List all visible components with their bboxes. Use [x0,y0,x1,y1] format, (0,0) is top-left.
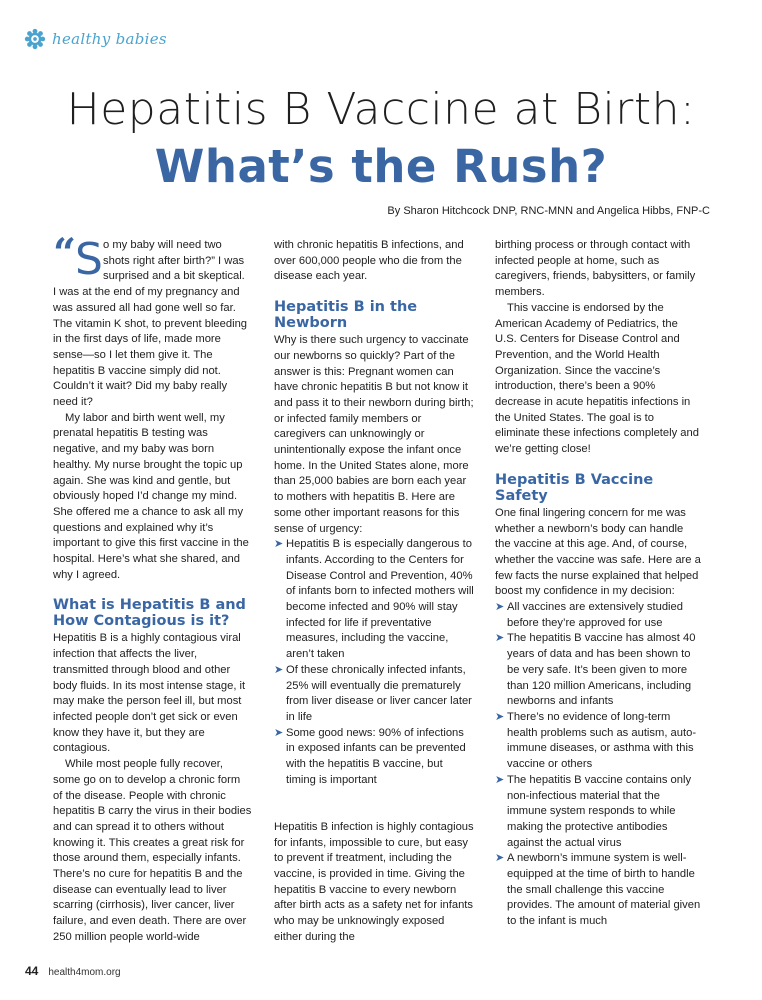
dropcap-letter: S [75,234,103,285]
list-item: ➤ Hepatitis B is especially dangerous to infants. According to the Centers for Disease Control and Prevention, 40% of infants born to infected mothers will become infected and 90% will stay infected for life if preventative measures, including the vaccine, aren’t taken [274,538,474,661]
article-column-2 [274,238,475,946]
paragraph: I was at the end of my pregnancy and was assured all had gone well so far. The vitamin K shot, to prevent bleeding in the first days of life, made more sense—so I let them give it. The hepatitis B vaccine simply did not. Couldn’t it wait? Did my baby really need it? [53,286,248,409]
dropcap-line: o my baby will need two [103,239,222,251]
list-item: ➤ The hepatitis B vaccine has almost 40 years of data and has been shown to be very safe. It’s been given to more than 120 million Americans, including newborns and infants [495,632,696,708]
article-column-1 [53,230,252,946]
opening-paragraph [53,230,252,411]
paragraph: with chronic hepatitis B infections, and over 600,000 people who die from the disease each year. [274,239,464,283]
list-item: ➤ Some good news: 90% of infections in exposed infants can be prevented with the hepatitis B vaccine, but timing is important [274,726,466,786]
subheading: Hepatitis B Vaccine Safety [495,471,654,504]
list-item: ➤ A newborn’s immune system is well-equipped at the time of birth to handle the small challenge this vaccine provides. The amount of material given to the infant is much [495,852,701,928]
chevron-right-icon: ➤ [495,632,505,645]
chevron-right-icon: ➤ [274,538,284,551]
chevron-right-icon: ➤ [274,663,284,676]
chevron-right-icon: ➤ [274,726,284,739]
section-tag [24,28,167,50]
chevron-right-icon: ➤ [495,601,505,614]
paragraph: One final lingering concern for me was whether a newborn’s body can handle the vaccine at this age. And, of course, whether the vaccine was safe. Here are a few facts the nurse explained that helped boost my confidence in my decision: [495,506,701,598]
dropcap-quote: “ [53,230,77,277]
paragraph: Hepatitis B infection is highly contagious for infants, impossible to cure, but easy to prevent if treatment, including the vaccine, is provided in time. Giving the hepatitis B vaccine to every newborn after birth acts as a safety net for infants who may be unknowingly exposed either during the [274,820,474,943]
paragraph: birthing process or through contact with infected people at home, such as caregivers, friends, babysitters, or family members. [495,239,696,299]
subheading: Hepatitis B in the Newborn [274,299,418,332]
headline-line-1: Hepatitis B Vaccine at Birth: [66,84,696,135]
chevron-right-icon: ➤ [495,852,505,865]
dropcap-line: shots right after birth?” I was [103,254,245,267]
page-number: 44 [25,964,39,978]
paragraph: While most people fully recover, some go on to develop a chronic form of the disease. People with chronic hepatitis B carry the virus in their bodies and can spread it to others without knowing it. This creates a great risk for those around them, especially infants. There’s no cure for hepatitis B and the disease can eventually lead to liver scarring (cirrhosis), liver cancer, liver failure, and even death. There are over 250 million people world-wide [53,758,252,943]
paragraph: Hepatitis B is a highly contagious viral infection that affects the liver, transmitted through blood and other body fluids. In its most intense stage, it may make the person feel ill, but most infected people don’t get sick or even know they have it, but they are contagious. [53,632,246,755]
dropcap-line: surprised and a bit skeptical. [103,270,245,283]
chevron-right-icon: ➤ [495,710,505,723]
footer-site: health4mom.org [48,967,121,978]
page-footer [25,964,121,978]
chevron-right-icon: ➤ [495,773,505,786]
paragraph: Why is there such urgency to vaccinate our newborns so quickly? Part of the answer is this: Pregnant women can have chronic hepatitis B but not know it and pass it to their newborn during birth; or infected family members or caregivers can unknowingly or unintentionally expose the infant once home. In the United States alone, more than 25,000 babies are born each year to mothers with hepatitis B. Here are some other important reasons for this sense of urgency: [274,334,474,535]
list-item: ➤ There’s no evidence of long-term health problems such as autism, auto-immune diseases, or asthma with this vaccine or others [495,710,697,771]
headline-line-2: What’s the Rush? [154,140,608,193]
subheading: What is Hepatitis B and How Contagious is it? [53,597,246,630]
paragraph: This vaccine is endorsed by the American Academy of Pediatrics, the U.S. Centers for Disease Control and Prevention, and the World Health Organization. Since the vaccine’s introduction, there’s been a 90% decrease in acute hepatitis infections in the United States. The goal is to eliminate these infections completely and we’re getting close! [495,301,699,456]
byline: By Sharon Hitchcock DNP, RNC-MNN and Angelica Hibbs, FNP-C [387,205,710,217]
list-item: ➤ Of these chronically infected infants, 25% will eventually die prematurely from liver disease or liver cancer later in life [274,663,472,723]
section-tag-label: healthy babies [52,30,167,48]
article-column-3 [495,238,701,930]
gear-flower-icon [24,28,46,50]
list-item: ➤ The hepatitis B vaccine contains only non-infectious material that the immune system responds to while making the protective antibodies against the actual virus [495,773,692,849]
list-item: ➤ All vaccines are extensively studied before they’re approved for use [495,601,683,629]
paragraph: My labor and birth went well, my prenatal hepatitis B testing was negative, and my baby was born healthy. My nurse brought the topic up again. She was kind and gentle, but obviously hoped I’d change my mind. She offered me a chance to ask all my questions and explained why it’s important to give this first vaccine in the hospital. Here’s what she shared, and why I agreed. [53,411,249,581]
